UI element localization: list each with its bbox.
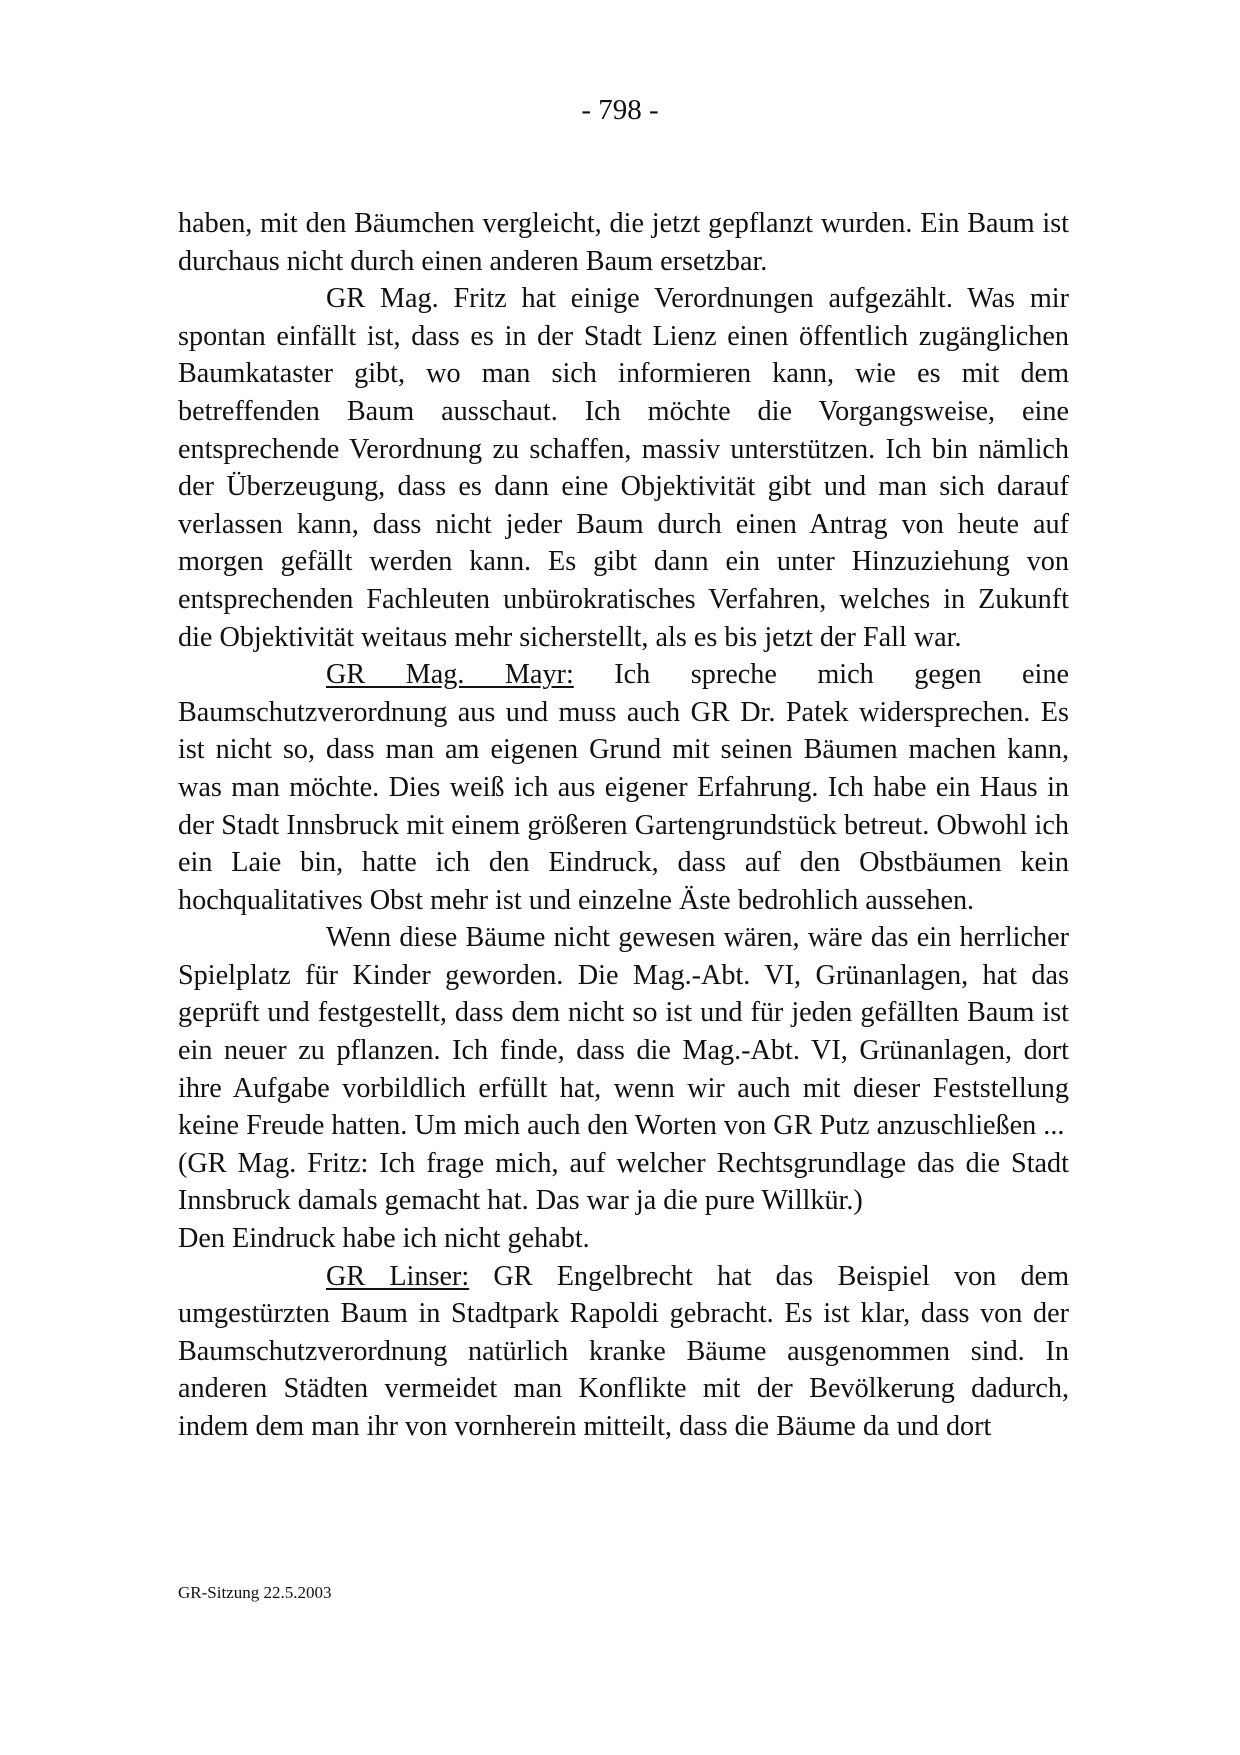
- paragraph-linser: [178, 1258, 1069, 1446]
- paragraph-spielplatz: Wenn diese Bäume nicht gewesen wären, wäre das ein herrlicher Spielplatz für Kinder geworden. Die Mag.-Abt. VI, Grünanlagen, hat das geprüft und festgestellt, dass dem nicht so ist und für jeden gefällten Baum ist ein neuer zu pflanzen. Ich finde, dass die Mag.-Abt. VI, Grünanlagen, dort ihre Aufgabe vorbildlich erfüllt hat, wenn wir auch mit dieser Feststellung keine Freude hatten. Um mich auch den Worten von GR Putz anzuschließen ...: [178, 922, 1069, 1142]
- paragraph-reply: Den Eindruck habe ich nicht gehabt.: [178, 1223, 590, 1255]
- speech-linser: GR Engelbrecht hat das Beispiel von dem umgestürzten Baum in Stadtpark Rapoldi gebracht. Es ist klar, dass von der Baumschutzverordnung natürlich kranke Bäume ausgenommen sind. In anderen Städten vermeidet man Konflikte mit der Bevölkerung dadurch, indem dem man ihr von vornherein mitteilt, dass die Bäume da und dort: [178, 1260, 1069, 1442]
- page-number: - 798 -: [581, 94, 659, 126]
- speech-mayr: Ich spreche mich gegen eine Baumschutzverordnung aus und muss auch GR Dr. Patek widersprechen. Es ist nicht so, dass man am eigenen Grund mit seinen Bäumen machen kann, was man möchte. Dies weiß ich aus eigener Erfahrung. Ich habe ein Haus in der Stadt Innsbruck mit einem größeren Gartengrundstück betreut. Obwohl ich ein Laie bin, hatte ich den Eindruck, dass auf den Obstbäumen kein hochqualitatives Obst mehr ist und einzelne Äste bedrohlich aussehen.: [178, 659, 1069, 916]
- paragraph-mayr: [178, 656, 1069, 919]
- speaker-mayr: GR Mag. Mayr:: [326, 659, 574, 691]
- paragraph-continuation: haben, mit den Bäumchen vergleicht, die jetzt gepflanzt wurden. Ein Baum ist durchaus nicht durch einen anderen Baum ersetzbar.: [178, 208, 1069, 277]
- interjection-fritz: (GR Mag. Fritz: Ich frage mich, auf welcher Rechtsgrundlage das die Stadt Innsbruck damals gemacht hat. Das war ja die pure Willkür.): [178, 1147, 1069, 1217]
- paragraph-fritz-verordnungen: GR Mag. Fritz hat einige Verordnungen aufgezählt. Was mir spontan einfällt ist, dass es in der Stadt Lienz einen öffentlich zugänglichen Baumkataster gibt, wo man sich informieren kann, wie es mit dem betreffenden Baum ausschaut. Ich möchte die Vorgangsweise, eine entsprechende Verordnung zu schaffen, massiv unterstützen. Ich bin nämlich der Überzeugung, dass es dann eine Objektivität gibt und man sich darauf verlassen kann, dass nicht jeder Baum durch einen Antrag von heute auf morgen gefällt werden kann. Es gibt dann ein unter Hinzuziehung von entsprechenden Fachleuten unbürokratisches Verfahren, welches in Zukunft die Objektivität weitaus mehr sicherstellt, als es bis jetzt der Fall war.: [178, 283, 1069, 653]
- speaker-linser: GR Linser:: [326, 1260, 470, 1292]
- footer-session-date: GR-Sitzung 22.5.2003: [178, 1583, 332, 1602]
- document-body: [178, 205, 1069, 1446]
